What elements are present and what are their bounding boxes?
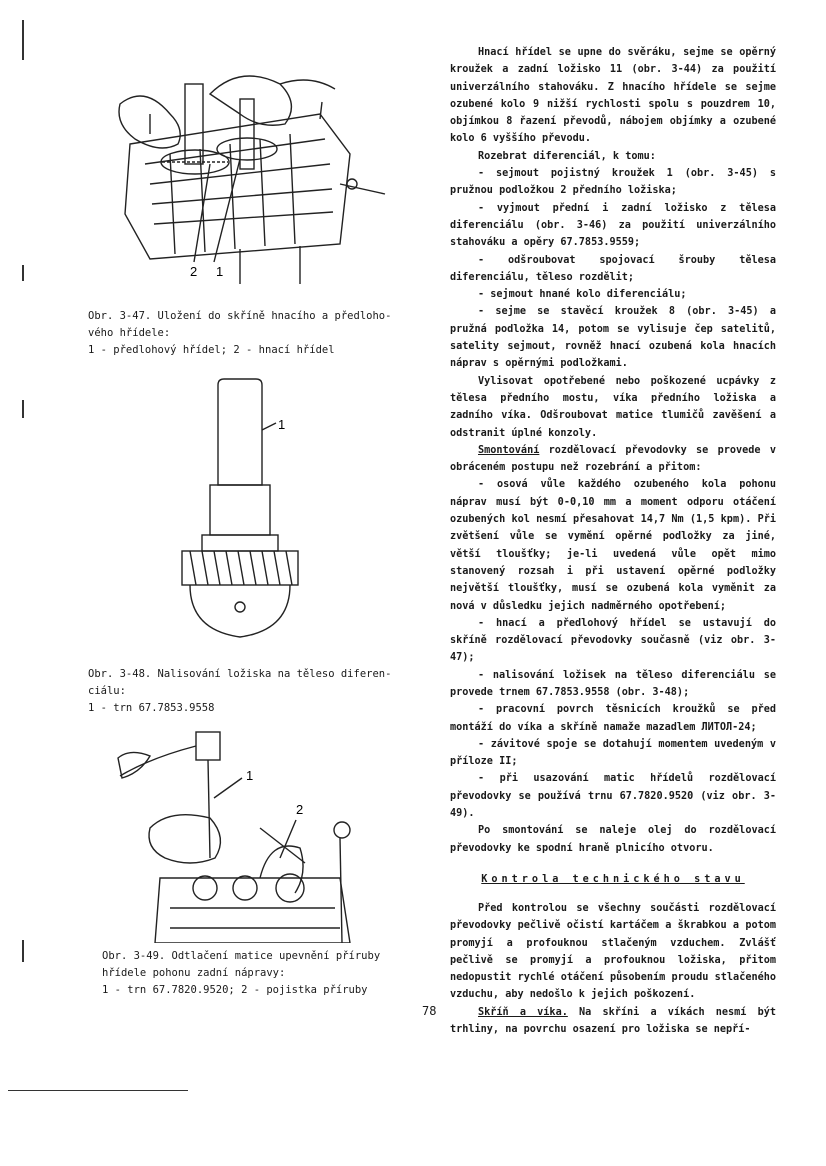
list-item: - hnací a předlohový hřídel se ustavují do skříně rozdělovací převodovky současně (viz obr. 3-47); [450, 617, 776, 664]
caption-line: Obr. 3-47. Uložení do skříně hnacího a předloho- [88, 310, 392, 322]
section-heading: Kontrola technického stavu [481, 873, 745, 885]
caption-line: 1 - trn 67.7820.9520; 2 - pojistka příruby [102, 984, 368, 996]
body-text-column [450, 44, 776, 1038]
figure-3-49-callout-1: 1 [246, 768, 254, 783]
paragraph: Rozebrat diferenciál, k tomu: [478, 150, 656, 162]
figure-3-48-callout-1: 1 [278, 417, 286, 432]
paragraph-text: rozdělovací převodovky se provede v obráceném postupu než rozebrání a přitom: [450, 444, 776, 474]
paragraph [450, 442, 776, 477]
figure-3-49-callout-2: 2 [296, 802, 304, 817]
scan-edge-mark [8, 1090, 188, 1091]
list-item: - sejme se stavěcí kroužek 8 (obr. 3-45) a pružná podložka 14, potom se vylisuje čep satelitů, satelity sejmout, rovněž hnací ozubená kola hnacích náprav s opěrnými podložkami. [450, 306, 776, 370]
caption-line: ciálu: [88, 685, 126, 697]
paragraph: Vylisovat opotřebené nebo poškozené ucpávky z tělesa předního mostu, víka předního ložiska a zadního víka. Odšroubovat matice tlumičů zavěšení a odstranit úplné konzoly. [450, 375, 776, 439]
paragraph: Před kontrolou se všechny součásti rozdělovací převodovky pečlivě očistí kartáčem a škrabkou a potom promyjí a profouknou stlačeným vzduchem. Zvlášť pečlivě se promyjí a profouknou ložiska, přitom nedopustit rychlé otáčení působením proudu stlačeného vzduchu, aby nedošlo k jejich poškození. [450, 902, 776, 1001]
scan-edge-mark [22, 400, 24, 418]
list-item: - při usazování matic hřídelů rozdělovací převodovky se používá trnu 67.7820.9520 (viz obr. 3-49). [450, 773, 776, 820]
paragraph: Po smontování se naleje olej do rozdělovací převodovky ke spodní hraně plnicího otvoru. [450, 825, 776, 854]
figure-3-47-illustration [90, 44, 390, 284]
figure-3-49-caption [102, 948, 432, 999]
list-item: - sejmout pojistný kroužek 1 (obr. 3-45) s pružnou podložkou 2 předního ložiska; [450, 168, 776, 197]
list-item: - závitové spoje se dotahují momentem uvedeným v příloze II; [450, 738, 776, 768]
scan-edge-mark [22, 20, 24, 60]
figure-3-47-callout-1: 1 [216, 264, 224, 279]
figure-3-49-illustration [110, 728, 360, 943]
list-item: - sejmout hnané kolo diferenciálu; [478, 289, 687, 301]
figure-3-47-caption [88, 308, 418, 359]
list-item: - osová vůle každého ozubeného kola pohonu náprav musí být 0-0,10 mm a moment odporu otáčení ozubených kol nesmí přesahovat 14,7 Nm (1,5 kpm). Při zvětšení vůle se vymění opěrné podložky za jiné, větší tloušťky; je-li uvedená vůle opět mimo stanovený rozsah i při ustavení opěrné podložky největší tloušťky, musí se ozubená kola vyměnit za nová v důsledku jejich nadměrného opotřebení; [450, 479, 776, 612]
list-item: - odšroubovat spojovací šrouby tělesa diferenciálu, těleso rozdělit; [450, 254, 776, 283]
list-item: - nalisování ložisek na těleso diferenciálu se provede trnem 67.7853.9558 (obr. 3-48); [450, 669, 776, 698]
figure-3-47-callout-2: 2 [190, 264, 198, 279]
caption-line: 1 - předlohový hřídel; 2 - hnací hřídel [88, 344, 335, 356]
list-item: - pracovní povrch těsnicích kroužků se před montáží do víka a skříně namaže mazadlem ЛИТОЛ-24; [450, 704, 776, 733]
scan-edge-mark [22, 940, 24, 962]
paragraph-text: Na skříni a víkách nesmí být trhliny, na povrchu osazení pro ložiska se nepří- [450, 1006, 777, 1036]
underlined-term: Skříň a víka. [478, 1006, 568, 1018]
page-number: 78 [422, 1004, 437, 1018]
caption-line: Obr. 3-48. Nalisování ložiska na těleso diferen- [88, 668, 392, 680]
caption-line: Obr. 3-49. Odtlačení matice upevnění příruby [102, 950, 381, 962]
caption-line: vého hřídele: [88, 327, 171, 339]
caption-line: 1 - trn 67.7853.9558 [88, 702, 215, 714]
scan-edge-mark [22, 265, 24, 281]
list-item: - vyjmout přední i zadní ložisko z tělesa diferenciálu (obr. 3-46) za použití univerzálního stahováku a opěry 67.7853.9559; [450, 202, 776, 249]
paragraph: Hnací hřídel se upne do svěráku, sejme se opěrný kroužek a zadní ložisko 11 (obr. 3-44) za použití univerzálního stahováku. Z hnacího hřídele se sejme ozubené kolo 9 nižší rychlosti spolu s pouzdrem 10, objímkou 8 řazení převodů, nábojem objímky a ozubené kolo 6 vyššího převodu. [450, 47, 776, 145]
figure-3-48-illustration [150, 375, 330, 655]
figure-3-48-caption [88, 666, 418, 717]
underlined-term: Smontování [478, 444, 540, 456]
caption-line: hřídele pohonu zadní nápravy: [102, 967, 286, 979]
paragraph [450, 1004, 776, 1039]
